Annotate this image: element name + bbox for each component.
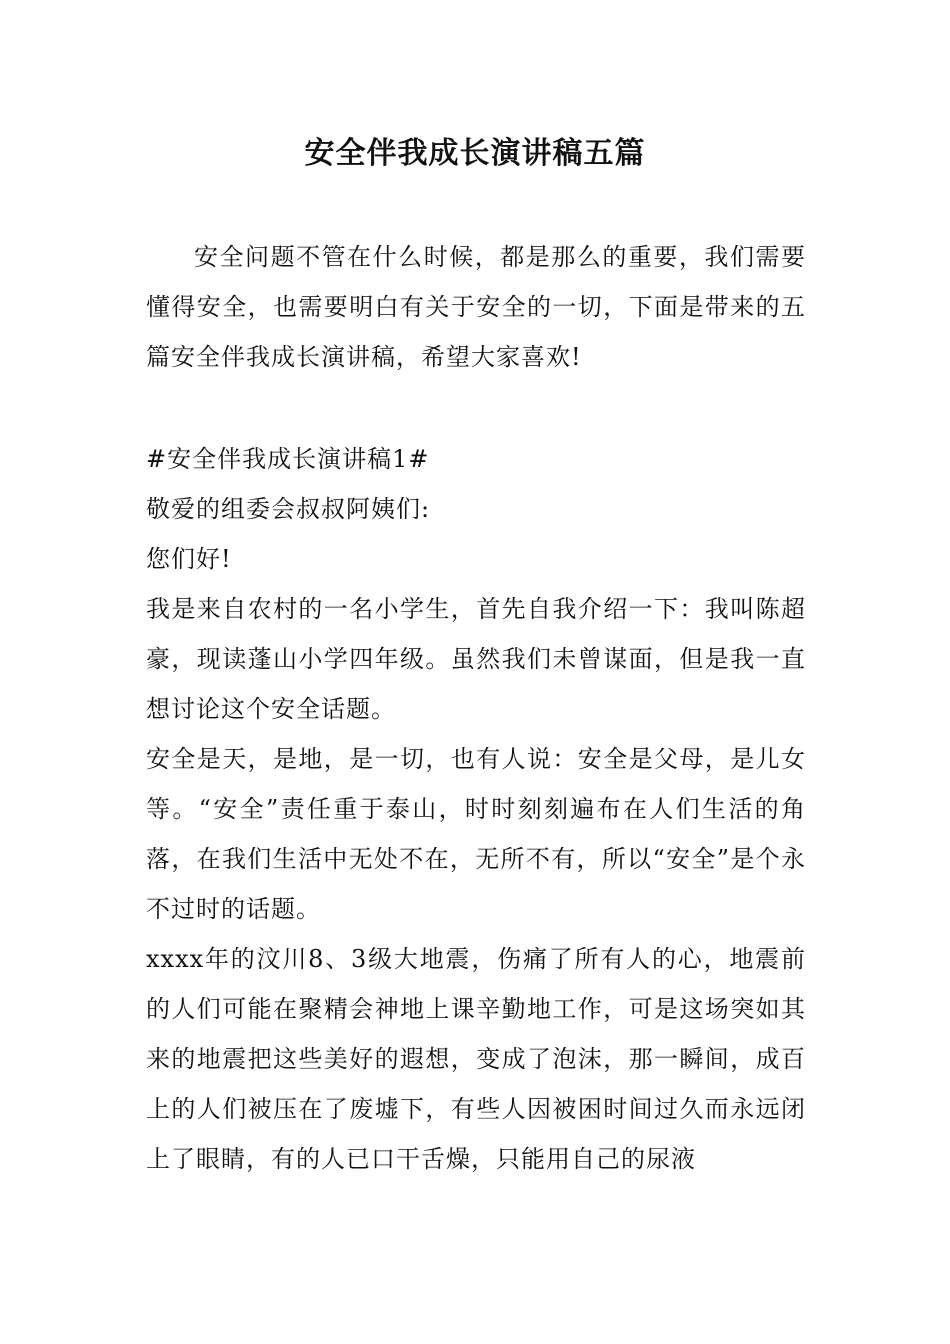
- document-title: 安全伴我成长演讲稿五篇: [304, 136, 646, 171]
- body-paragraph: 我是来自农村的一名小学生，首先自我介绍一下：我叫陈超豪，现读蓬山小学四年级。虽然我们未曾谋面，但是我一直想讨论这个安全话题。: [146, 595, 806, 723]
- salutation: 敬爱的组委会叔叔阿姨们:: [146, 495, 431, 523]
- body-paragraph: 安全是天，是地，是一切，也有人说：安全是父母，是儿女等。“安全”责任重于泰山，时时刻刻遍布在人们生活的角落，在我们生活中无处不在，无所不有，所以“安全”是个永不过时的话题。: [146, 745, 806, 923]
- section-heading: #安全伴我成长演讲稿1#: [146, 445, 430, 473]
- body-paragraph: xxxx年的汶川8、3级大地震，伤痛了所有人的心，地震前的人们可能在聚精会神地上课辛勤地工作，可是这场突如其来的地震把这些美好的遐想，变成了泡沫，那一瞬间，成百上的人们被压在了废墟下，有些人因被困时间过久而永远闭上了眼睛，有的人已口干舌燥，只能用自己的尿液: [146, 945, 806, 1173]
- greeting: 您们好!: [146, 545, 232, 573]
- speech-content: [146, 434, 806, 1184]
- intro-paragraph: 安全问题不管在什么时候，都是那么的重要，我们需要懂得安全，也需要明白有关于安全的一切，下面是带来的五篇安全伴我成长演讲稿，希望大家喜欢!: [146, 243, 806, 371]
